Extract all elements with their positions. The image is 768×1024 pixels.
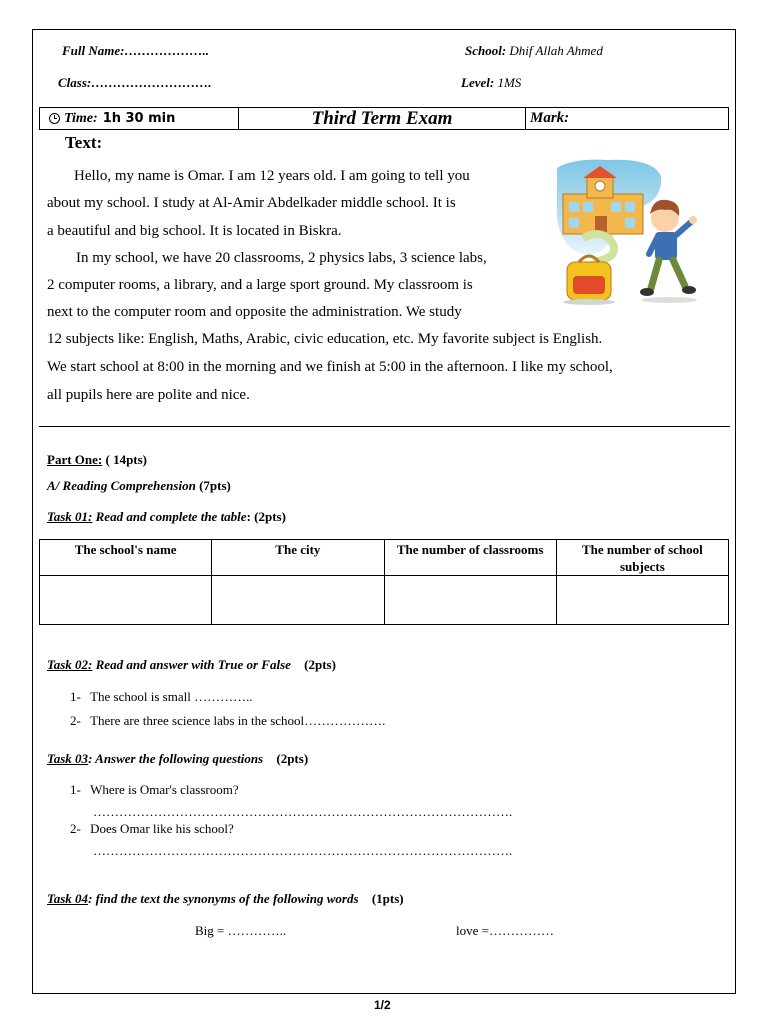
school-label: School: — [465, 43, 507, 58]
item-text[interactable]: The school is small ………….. — [90, 689, 253, 704]
task2-label: Task 02: — [47, 657, 93, 672]
passage-line: 2 computer rooms, a library, and a large sport ground. My classroom is — [47, 277, 473, 293]
table-header-cell: The city — [212, 540, 384, 576]
passage-line: a beautiful and big school. It is located in Biskra. — [47, 223, 342, 239]
class-field — [58, 75, 211, 91]
full-name-value: ……………….. — [124, 43, 209, 58]
table-row — [40, 576, 729, 625]
passage-line: all pupils here are polite and nice. — [47, 387, 250, 403]
passage-line: 12 subjects like: English, Maths, Arabic, civic education, etc. My favorite subject is English. — [47, 331, 603, 347]
task3-label: Task 03 — [47, 751, 89, 766]
synonym-big[interactable]: Big = ………….. — [195, 923, 287, 938]
item-text[interactable]: There are three science labs in the school………………. — [90, 713, 386, 728]
page-number: 1/2 — [374, 998, 391, 1012]
section-divider — [39, 426, 730, 427]
title-bar — [39, 107, 729, 130]
text-heading: Text: — [65, 133, 103, 152]
school-boy-illustration — [553, 158, 713, 306]
part-one-points: ( 14pts) — [105, 452, 148, 467]
answer-cell-classrooms[interactable] — [384, 576, 556, 625]
task3-points: (2pts) — [276, 751, 309, 766]
part-one-title: Part One: — [47, 452, 103, 467]
clock-icon — [49, 113, 60, 124]
full-name-field — [62, 43, 209, 59]
task2-item — [70, 689, 253, 705]
section-a-points: (7pts) — [199, 478, 231, 493]
task4-label: Task 04 — [47, 891, 89, 906]
task3-question — [70, 782, 239, 798]
passage-line: In my school, we have 20 classrooms, 2 physics labs, 3 science labs, — [76, 250, 487, 266]
task4-instruction: : find the text the synonyms of the following words — [88, 891, 359, 906]
level-label: Level: — [461, 75, 495, 90]
time-cell — [40, 108, 239, 129]
class-value: ………………………. — [91, 75, 212, 90]
task3-heading — [47, 751, 308, 767]
answer-cell-subjects[interactable] — [556, 576, 728, 625]
question-text: Does Omar like his school? — [90, 821, 234, 836]
part-one-heading — [47, 452, 147, 468]
mark-label: Mark: — [530, 110, 570, 126]
passage-line: next to the computer room and opposite the administration. We study — [47, 304, 462, 320]
table-header-row — [40, 540, 729, 576]
question-text: Where is Omar's classroom? — [90, 782, 239, 797]
task3-instruction: : Answer the following questions — [88, 751, 264, 766]
level-value: 1MS — [497, 75, 522, 90]
time-value: 1h 30 min — [102, 111, 176, 126]
answer-line[interactable]: ……………………………………………………………………………………. — [93, 843, 513, 858]
answer-cell-city[interactable] — [212, 576, 384, 625]
task1-instruction: Read and complete the table — [95, 509, 247, 524]
answer-line[interactable]: ……………………………………………………………………………………. — [93, 804, 513, 819]
school-value: Dhif Allah Ahmed — [509, 43, 603, 58]
level-field — [461, 75, 521, 91]
task1-table — [39, 539, 729, 625]
school-field — [465, 43, 603, 59]
item-number: 1- — [70, 782, 81, 797]
passage-line: about my school. I study at Al-Amir Abdelkader middle school. It is — [47, 195, 456, 211]
task4-heading — [47, 891, 404, 907]
table-header-cell: The number of classrooms — [384, 540, 556, 576]
table-header-cell: The school's name — [40, 540, 212, 576]
task2-heading — [47, 657, 336, 673]
task4-points: (1pts) — [371, 891, 404, 906]
reading-comprehension-heading — [47, 478, 231, 494]
section-a-title: A/ Reading Comprehension — [47, 478, 196, 493]
item-number: 1- — [70, 689, 81, 704]
task2-instruction: Read and answer with True or False — [95, 657, 291, 672]
table-header-cell: The number of school subjects — [556, 540, 728, 576]
class-label: Class: — [58, 75, 92, 90]
item-number: 2- — [70, 713, 81, 728]
time-label: Time: — [64, 110, 98, 126]
passage-line: Hello, my name is Omar. I am 12 years old. I am going to tell you — [74, 168, 470, 184]
task2-item — [70, 713, 385, 729]
item-number: 2- — [70, 821, 81, 836]
passage-line: We start school at 8:00 in the morning and we finish at 5:00 in the afternoon. I like my school, — [47, 359, 613, 375]
synonym-love[interactable]: love =…………… — [456, 923, 554, 938]
task1-heading — [47, 509, 286, 525]
task2-points: (2pts) — [304, 657, 336, 672]
full-name-label: Full Name: — [62, 43, 125, 58]
answer-cell-school-name[interactable] — [40, 576, 212, 625]
task1-label: Task 01: — [47, 509, 93, 524]
task1-points: : (2pts) — [246, 509, 286, 524]
exam-title: Third Term Exam — [239, 108, 526, 129]
task3-question — [70, 821, 234, 837]
